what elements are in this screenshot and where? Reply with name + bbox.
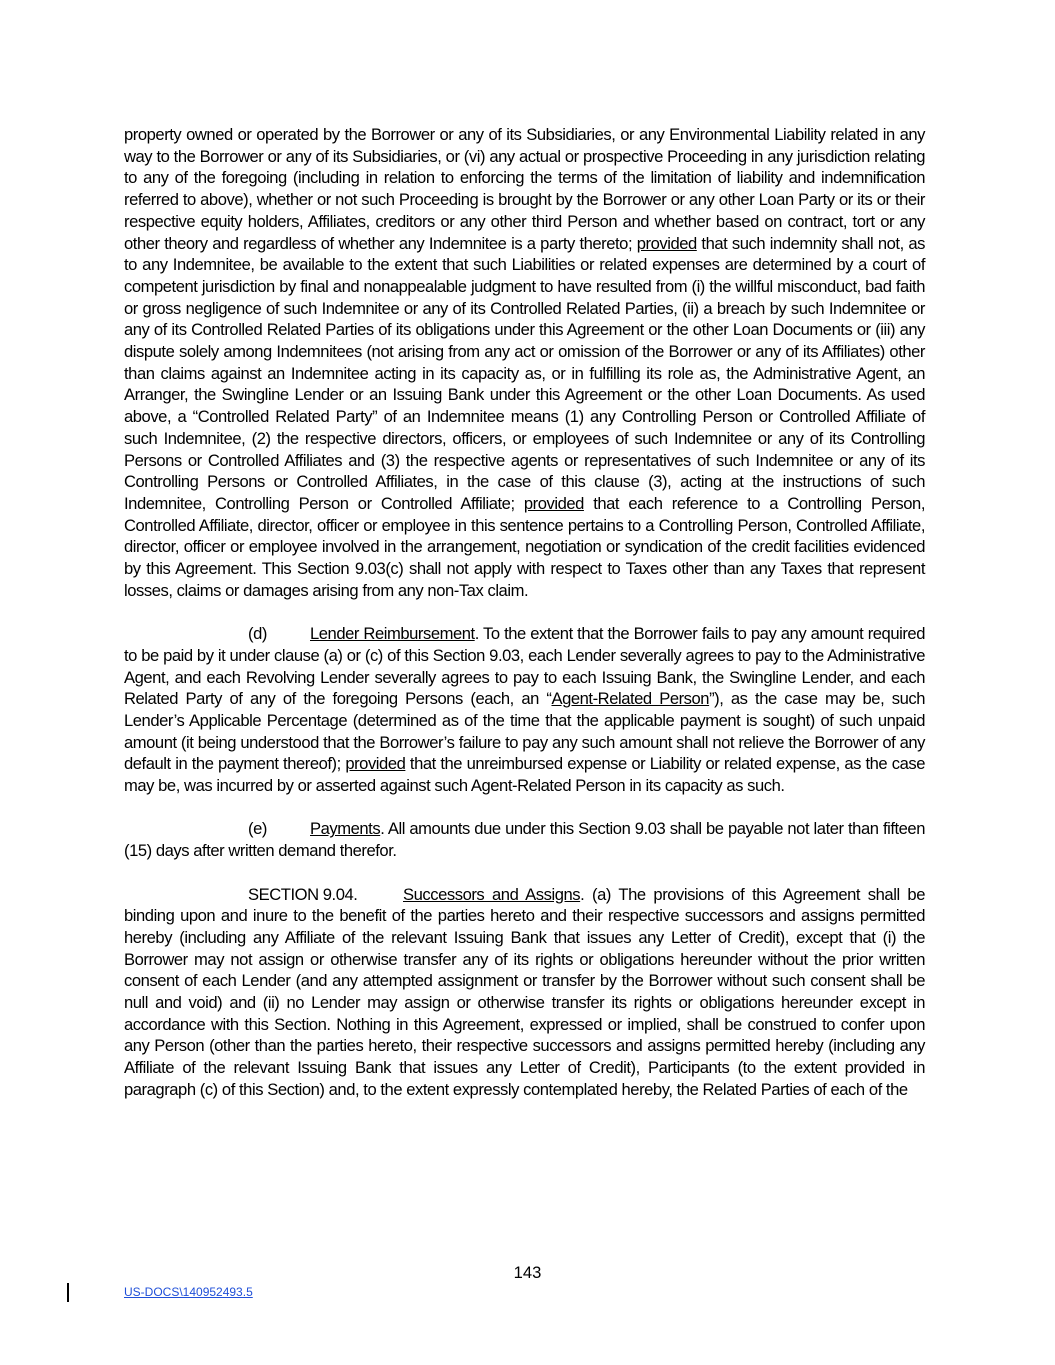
section-9-04-paragraph [124,884,925,1101]
paragraph-text: . All amounts due under this Section 9.03 shall be payable not later than fifteen (15) days after written demand therefor. [124,819,925,861]
paragraph-text: . (a) The provisions of this Agreement shall be binding upon and inure to the benefit of the parties hereto and their respective successors and assigns permitted hereby (including any Affiliate of the relevant Issuing Bank that issues any Letter of Credit), except that (i) the Borrower may not assign or otherwise transfer any of its rights or obligations hereunder without the prior written consent of each Lender (and any attempted assignment or transfer by the Borrower without such consent shall be null and void) and (ii) no Lender may assign or otherwise transfer its rights or obligations hereunder except in accordance with this Section. Nothing in this Agreement, expressed or implied, shall be construed to confer upon any Person (other than the parties hereto, their respective successors and assigns permitted hereby (including any Affiliate of the relevant Issuing Bank that issues any Letter of Credit), Participants (to the extent provided in paragraph (c) of this Section) and, to the extent expressly contemplated hereby, the Related Parties of each of the [124,884,925,1099]
section-label: SECTION 9.04. [248,884,358,904]
clause-heading: Lender Reimbursement [310,624,475,644]
change-bar [67,1283,69,1302]
provided-term: provided [523,493,584,513]
page-number: 143 [513,1263,542,1282]
indemnity-paragraph [124,124,925,601]
paragraph-text: ”), as the case may be, such Lender’s Applicable Percentage (determined as of the time that the applicable payment is sought) of such unpaid amount (it being understood that the Borrower’s failure to pay any such amount shall not relieve the Borrower of any default in the payment thereof); [124,689,925,774]
provided-term: provided [345,754,406,774]
document-id-link[interactable]: US-DOCS\140952493.5 [124,1285,253,1299]
document-body [124,124,925,1122]
lender-reimbursement-paragraph [124,623,925,797]
provided-term: provided [636,233,697,253]
paragraph-text: . To the extent that the Borrower fails to pay any amount required to be paid by it under clause (a) or (c) of this Section 9.03, each Lender severally agrees to pay to the Administrative Agent, and each Revolving Lender severally agrees to pay to each Issuing Bank, the Swingline Lender, and each Related Party of any of the foregoing Persons (each, an “ [124,624,925,709]
paragraph-text: property owned or operated by the Borrower or any of its Subsidiaries, or any Environmental Liability related in any way to the Borrower or any of its Subsidiaries, or (vi) any actual or prospective Proceeding in any jurisdiction relating to any of the foregoing (including in relation to enforcing the terms of the limitation of liability and indemnification referred to above), whether or not such Proceeding is brought by the Borrower or any other Loan Party or its or their respective equity holders, Affiliates, creditors or any other third Person and whether based on contract, tort or any other theory and regardless of whether any Indemnitee is a party thereto; [124,125,925,253]
clause-heading: Payments [310,819,381,839]
section-heading: Successors and Assigns [403,884,581,904]
clause-label: (e) [248,819,267,839]
clause-label: (d) [248,624,267,644]
paragraph-text: that such indemnity shall not, as to any Indemnitee, be available to the extent that such Liabilities or related expenses are determined by a court of competent jurisdiction by final and nonappealable judgment to have resulted from (i) the willful misconduct, bad faith or gross negligence of such Indemnitee or any of its Controlled Related Parties, (ii) a breach by such Indemnitee or any of its Controlled Related Parties of its obligations under this Agreement or the other Loan Documents or (iii) any dispute solely among Indemnitees (not arising from any act or omission of the Borrower or any of its Affiliates) other than claims against an Indemnitee acting in its capacity as, or in fulfilling its role as, the Administrative Agent, an Arranger, the Swingline Lender or an Issuing Bank under this Agreement or the other Loan Documents. As used above, a “Controlled Related Party” of an Indemnitee means (1) any Controlling Person or Controlled Affiliate of such Indemnitee, (2) the respective directors, officers, or employees of such Indemnitee or any of its Controlling Persons or Controlled Affiliates and (3) the respective agents or representatives of such Indemnitee or any of its Controlling Persons or Controlled Affiliates, in the case of this clause (3), acting at the instructions of such Indemnitee, Controlling Person or Controlled Affiliate; [124,233,925,513]
defined-term: Agent-Related Person [551,689,710,709]
payments-paragraph [124,818,925,861]
paragraph-text: that the unreimbursed expense or Liability or related expense, as the case may be, was incurred by or asserted against such Agent-Related Person in its capacity as such. [124,754,925,796]
paragraph-text: that each reference to a Controlling Person, Controlled Affiliate, director, officer or employee in this sentence pertains to a Controlling Person, Controlled Affiliate, director, officer or employee involved in the arrangement, negotiation or syndication of the credit facilities evidenced by this Agreement. This Section 9.03(c) shall not apply with respect to Taxes other than any Taxes that represent losses, claims or damages arising from any non-Tax claim. [124,493,925,600]
